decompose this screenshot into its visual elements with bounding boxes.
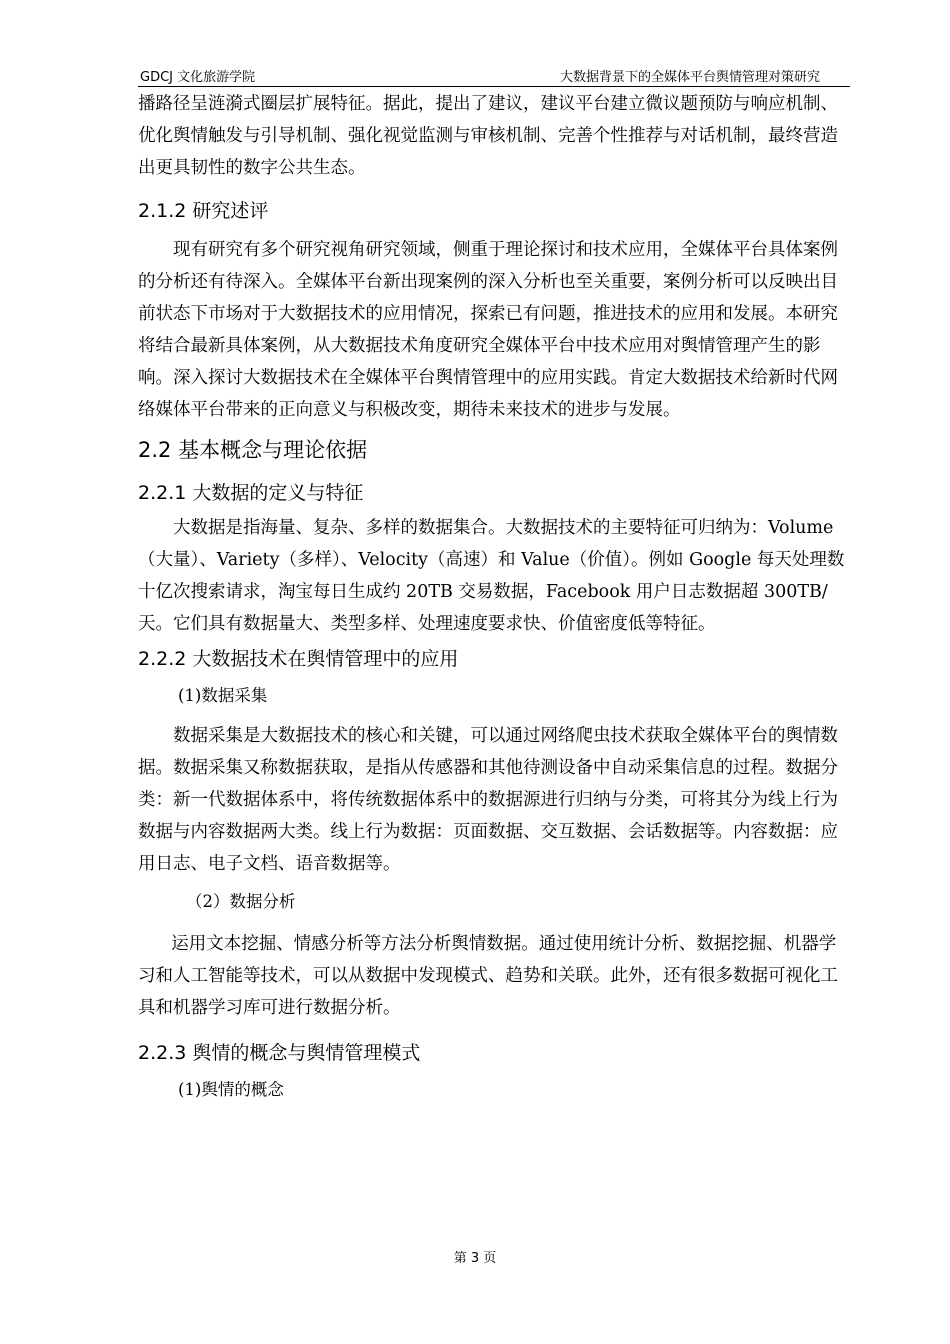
header-institution: GDCJ 文化旅游学院	[140, 70, 256, 85]
heading-2-2-2: 2.2.2 大数据技术在舆情管理中的应用	[138, 648, 459, 670]
subheading-data-analysis: （2）数据分析	[186, 892, 296, 911]
heading-2-1-2: 2.1.2 研究述评	[138, 200, 269, 222]
page-header	[138, 64, 850, 87]
paragraph-big-data-definition: 大数据是指海量、复杂、多样的数据集合。大数据技术的主要特征可归纳为：Volume（大量）、Variety（多样）、Velocity（高速）和 Value（价值）。例如 Google 每天处理数十亿次搜索请求，淘宝每日生成约 20TB 交易数据，Facebook 用户日志数据超 300TB/天。它们具有数据量大、类型多样、处理速度要求快、价值密度低等特征。	[138, 518, 845, 634]
page-body	[138, 88, 850, 1114]
paragraph-data-analysis: 运用文本挖掘、情感分析等方法分析舆情数据。通过使用统计分析、数据挖掘、机器学习和人工智能等技术，可以从数据中发现模式、趋势和关联。此外，还有很多数据可视化工具和机器学习库可进行数据分析。	[138, 934, 838, 1018]
subheading-public-opinion-concept: (1)舆情的概念	[178, 1080, 284, 1099]
paragraph-research-review: 现有研究有多个研究视角研究领域，侧重于理论探讨和技术应用，全媒体平台具体案例的分析还有待深入。全媒体平台新出现案例的深入分析也至关重要，案例分析可以反映出目前状态下市场对于大数据技术的应用情况，探索已有问题，推进技术的应用和发展。本研究将结合最新具体案例，从大数据技术角度研究全媒体平台中技术应用对舆情管理产生的影响。深入探讨大数据技术在全媒体平台舆情管理中的应用实践。肯定大数据技术给新时代网络媒体平台带来的正向意义与积极改变，期待未来技术的进步与发展。	[138, 240, 838, 420]
heading-2-2: 2.2 基本概念与理论依据	[138, 438, 368, 462]
heading-2-2-3: 2.2.3 舆情的概念与舆情管理模式	[138, 1042, 421, 1064]
paragraph-data-collection: 数据采集是大数据技术的核心和关键，可以通过网络爬虫技术获取全媒体平台的舆情数据。数据采集又称数据获取，是指从传感器和其他待测设备中自动采集信息的过程。数据分类：新一代数据体系中，将传统数据体系中的数据源进行归纳与分类，可将其分为线上行为数据与内容数据两大类。线上行为数据：页面数据、交互数据、会话数据等。内容数据：应用日志、电子文档、语音数据等。	[138, 726, 838, 874]
subheading-data-collection: (1)数据采集	[178, 686, 268, 705]
heading-2-2-1: 2.2.1 大数据的定义与特征	[138, 482, 364, 504]
header-thesis-title: 大数据背景下的全媒体平台舆情管理对策研究	[559, 70, 820, 85]
paragraph-continuation: 播路径呈涟漪式圈层扩展特征。据此，提出了建议，建议平台建立微议题预防与响应机制、优化舆情触发与引导机制、强化视觉监测与审核机制、完善个性推荐与对话机制，最终营造出更具韧性的数字公共生态。	[138, 94, 838, 178]
page-number: 第 3 页	[453, 1251, 497, 1266]
